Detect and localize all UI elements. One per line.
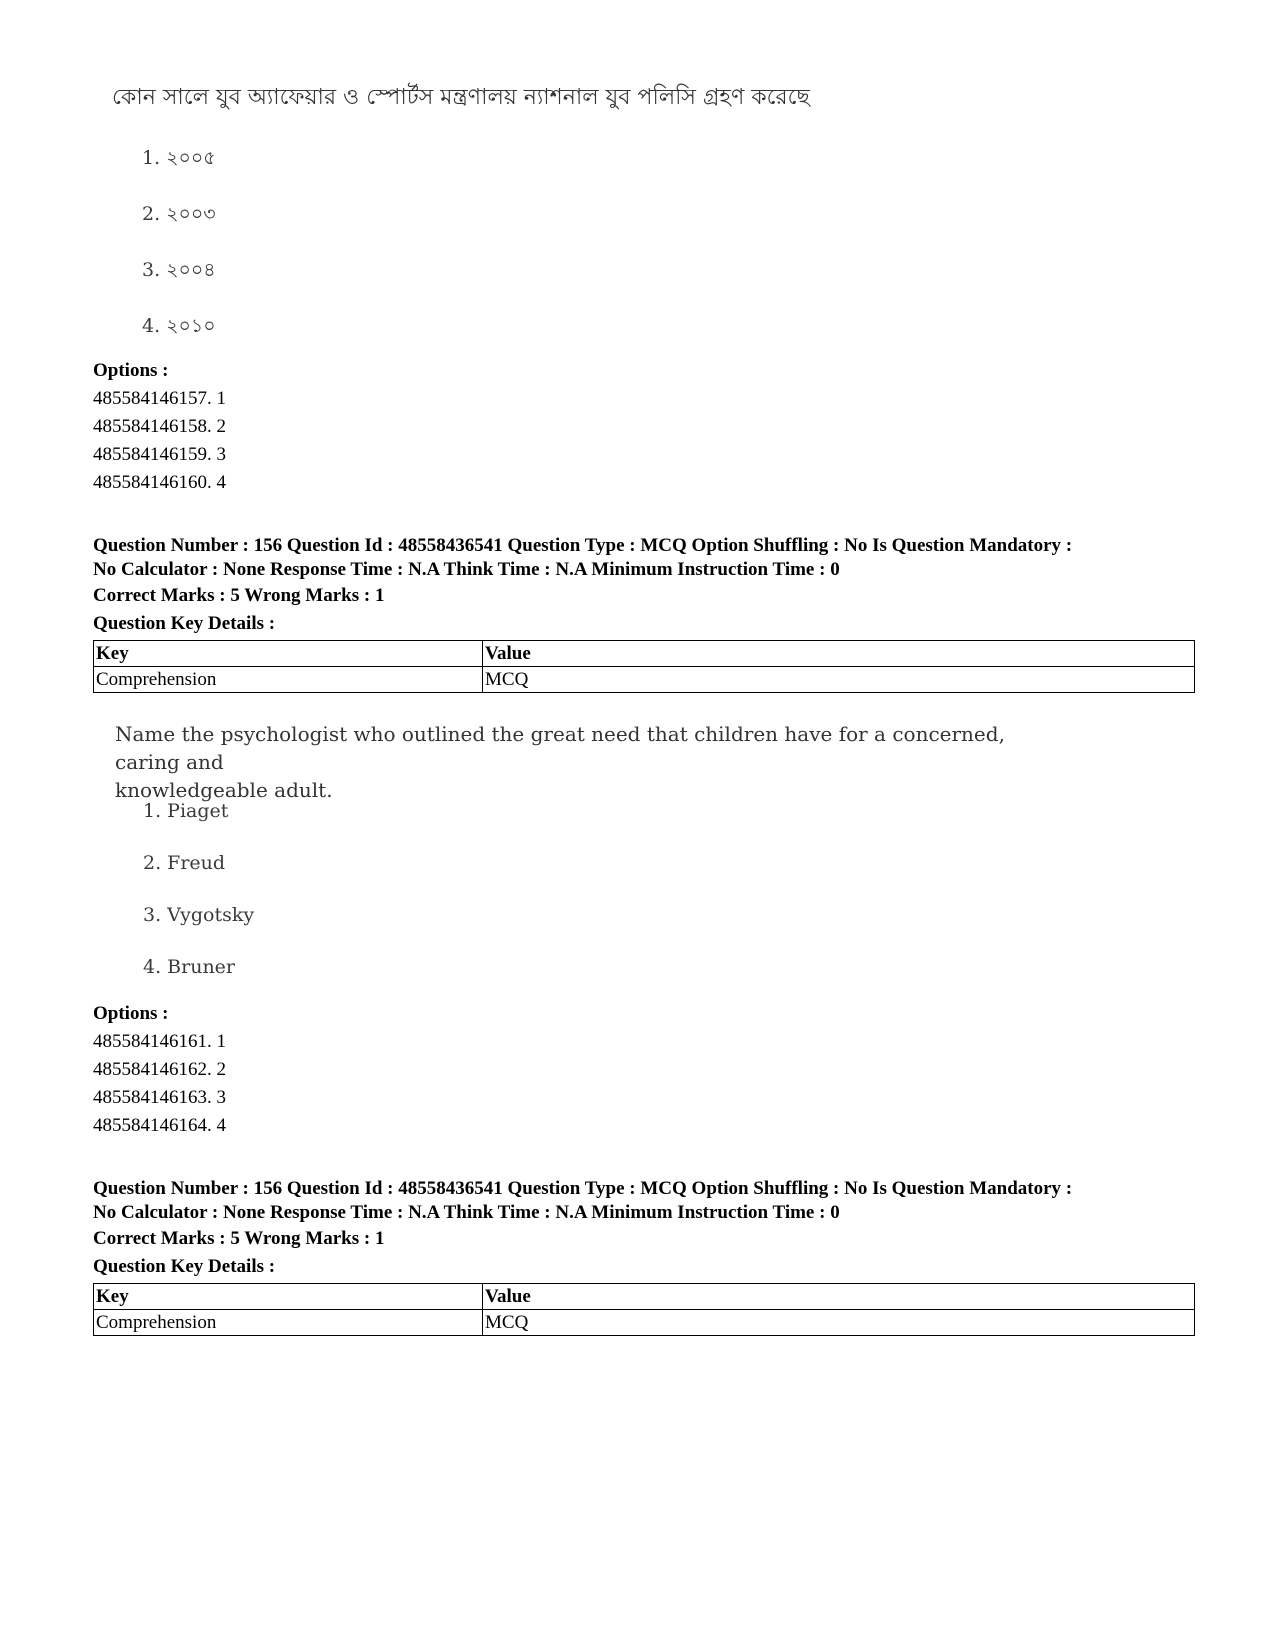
- table-header-row: [94, 641, 1195, 667]
- key-details-title: Question Key Details :: [93, 1256, 276, 1277]
- option-id-3: 485584146163. 3: [93, 1087, 226, 1108]
- table-cell-key: Comprehension: [94, 1310, 483, 1336]
- table-row: [94, 1310, 1195, 1336]
- table-header-key: Key: [94, 641, 483, 667]
- table-cell-key: Comprehension: [94, 667, 483, 693]
- table-cell-value: MCQ: [483, 667, 1195, 693]
- option-id-1: 485584146161. 1: [93, 1031, 226, 1052]
- question-meta-line-1: Question Number : 156 Question Id : 48558436541 Question Type : MCQ Option Shuffling : No Is Question Mandatory :: [93, 1178, 1073, 1199]
- question-key-table: [93, 640, 1195, 693]
- option-id-4: 485584146164. 4: [93, 1115, 226, 1136]
- question-meta-line-1: Question Number : 156 Question Id : 48558436541 Question Type : MCQ Option Shuffling : No Is Question Mandatory :: [93, 535, 1073, 556]
- table-cell-value: MCQ: [483, 1310, 1195, 1336]
- option-3: 3. ২০০৪: [142, 259, 216, 281]
- marks: Correct Marks : 5 Wrong Marks : 1: [93, 1228, 385, 1249]
- option-4: 4. Bruner: [143, 956, 236, 978]
- table-header-value: Value: [483, 641, 1195, 667]
- table-header-row: [94, 1284, 1195, 1310]
- option-1: 1. Piaget: [143, 800, 229, 822]
- table-header-key: Key: [94, 1284, 483, 1310]
- options-title: Options :: [93, 360, 169, 381]
- option-id-3: 485584146159. 3: [93, 444, 226, 465]
- option-id-2: 485584146162. 2: [93, 1059, 226, 1080]
- question-image-bengali: [112, 84, 1012, 354]
- options-title: Options :: [93, 1003, 169, 1024]
- question-meta: [93, 1177, 1193, 1225]
- option-2: 2. ২০০৩: [142, 203, 216, 225]
- option-1: 1. ২০০৫: [142, 147, 216, 169]
- question-image-english: [115, 720, 1065, 990]
- table-header-value: Value: [483, 1284, 1195, 1310]
- question-key-table: [93, 1283, 1195, 1336]
- question-meta-line-2: No Calculator : None Response Time : N.A Think Time : N.A Minimum Instruction Time : 0: [93, 1202, 840, 1223]
- question-meta-line-2: No Calculator : None Response Time : N.A Think Time : N.A Minimum Instruction Time : 0: [93, 559, 840, 580]
- option-2: 2. Freud: [143, 852, 226, 874]
- option-4: 4. ২০১০: [142, 315, 216, 337]
- question-stem-line-2: knowledgeable adult.: [115, 778, 333, 802]
- option-id-4: 485584146160. 4: [93, 472, 226, 493]
- option-id-1: 485584146157. 1: [93, 388, 226, 409]
- question-stem: কোন সালে যুব অ্যাফেয়ার ও স্পোর্টস মন্ত্রণালয় ন্যাশনাল যুব পলিসি গ্রহণ করেছে: [112, 85, 810, 110]
- table-row: [94, 667, 1195, 693]
- option-3: 3. Vygotsky: [143, 904, 255, 926]
- question-meta: [93, 534, 1193, 582]
- question-stem-line-1: Name the psychologist who outlined the great need that children have for a concerned, caring and: [115, 722, 1005, 774]
- marks: Correct Marks : 5 Wrong Marks : 1: [93, 585, 385, 606]
- key-details-title: Question Key Details :: [93, 613, 276, 634]
- option-id-2: 485584146158. 2: [93, 416, 226, 437]
